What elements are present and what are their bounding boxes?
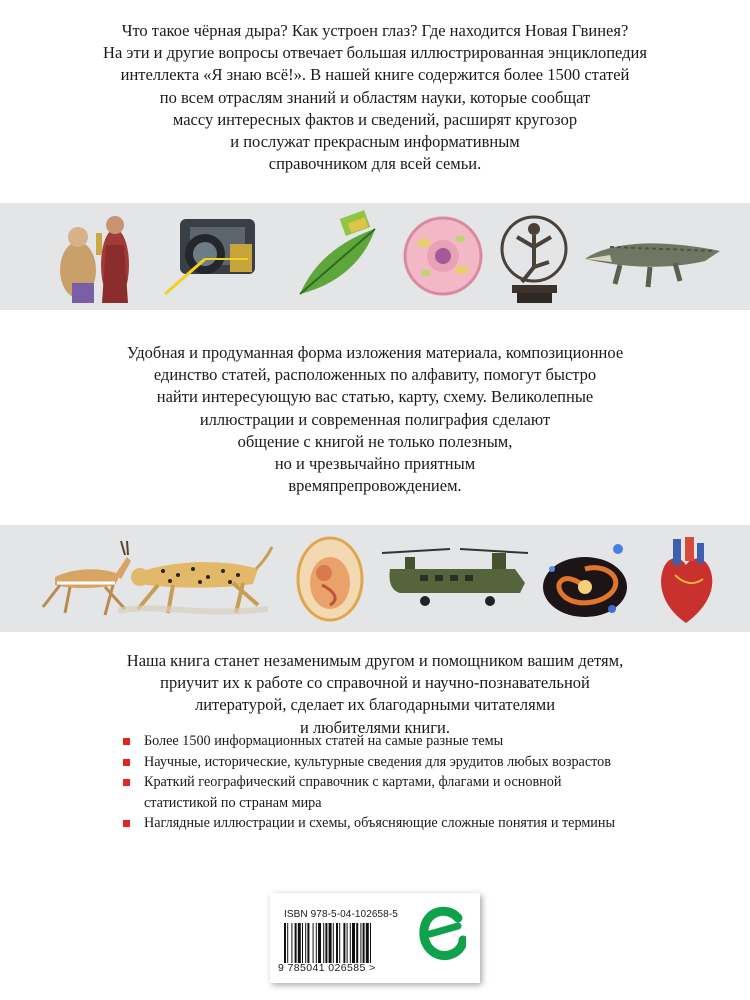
barcode-bar: [366, 923, 369, 963]
barcode-bar: [284, 923, 286, 963]
barcode-bar: [318, 923, 321, 963]
barcode-bar: [302, 923, 303, 963]
barcode-bar: [329, 923, 332, 963]
closing-line: приучит их к работе со справочной и научно-познавательной: [160, 673, 590, 693]
cheetah-running-illustration: [118, 539, 273, 619]
barcode-bar: [356, 923, 358, 963]
publisher-logo-icon: [418, 904, 466, 966]
feature-item: Наглядные иллюстрации и схемы, объясняющие сложные понятия и термины: [118, 814, 718, 834]
barcode-bars: [284, 923, 412, 963]
intro-line: интеллекта «Я знаю всё!». В нашей книге содержится более 1500 статей: [120, 65, 630, 85]
closing-line: Наша книга станет незаменимым другом и помощником вашим детям,: [126, 651, 624, 670]
camera-cutaway-illustration: [160, 209, 270, 301]
intro-line: справочником для всей семьи.: [268, 154, 482, 174]
feature-item: Более 1500 информационных статей на самые разные темы: [118, 732, 718, 752]
intro-line: массу интересных фактов и сведений, расширят кругозор: [172, 109, 578, 129]
middle-line: Удобная и продуманная форма изложения материала, композиционное: [126, 343, 624, 362]
barcode-bar: [352, 923, 355, 963]
barcode-bar: [291, 923, 292, 963]
illustration-band-2: [0, 525, 750, 632]
barcode-bar: [298, 923, 301, 963]
human-heart-illustration: [655, 535, 717, 625]
red-square-bullet-icon: [123, 738, 130, 745]
closing-line: и любителями книги.: [300, 717, 450, 737]
intro-line: по всем отраслям знаний и областям науки, которые сообщат: [159, 87, 591, 107]
intro-line: Что такое чёрная дыра? Как устроен глаз? Где находится Новая Гвинея?: [121, 21, 629, 40]
red-square-bullet-icon: [123, 759, 130, 766]
cell-cross-section-illustration: [402, 215, 484, 297]
red-square-bullet-icon: [123, 820, 130, 827]
barcode-bar: [313, 923, 314, 963]
illustration-band-1: [0, 203, 750, 310]
feature-item-continuation: статистикой по странам мира: [144, 794, 322, 811]
feature-item: Краткий географический справочник с картами, флагами и основной: [118, 773, 718, 793]
embryo-in-egg-illustration: [294, 535, 366, 623]
barcode-bar: [295, 923, 297, 963]
red-square-bullet-icon: [123, 779, 130, 786]
intro-line: На эти и другие вопросы отвечает большая иллюстрированная энциклопедия: [103, 43, 647, 63]
barcode-bar: [360, 923, 361, 963]
barcode-bar: [287, 923, 288, 963]
chinook-helicopter-illustration: [380, 543, 530, 611]
barcode-bar: [336, 923, 338, 963]
closing-paragraph: [60, 650, 690, 739]
barcode-bar: [305, 923, 306, 963]
middle-line: времяпрепровождением.: [288, 476, 462, 496]
barcode-bar: [370, 923, 371, 963]
barcode-bar: [325, 923, 327, 963]
intro-line: и послужат прекрасным информативным: [230, 132, 520, 152]
middle-line: единство статей, расположенных по алфавиту, помогут быстро: [153, 365, 597, 385]
middle-line: общение с книгой не только полезным,: [237, 431, 513, 451]
feature-item: Научные, исторические, культурные сведения для эрудитов любых возрастов: [118, 753, 718, 773]
middle-paragraph: [60, 342, 690, 497]
barcode-digits: 9 785041 026585 >: [278, 962, 376, 974]
green-leaf-structure-illustration: [290, 209, 385, 304]
barcode-bar: [339, 923, 340, 963]
barcode-bar: [333, 923, 334, 963]
barcode-bar: [343, 923, 345, 963]
isbn-number: ISBN 978-5-04-102658-5: [284, 909, 398, 920]
barcode-bar: [307, 923, 309, 963]
feature-list: [118, 732, 718, 835]
middle-line: иллюстрации и современная полиграфия сделают: [199, 409, 551, 429]
barcode-bar: [347, 923, 348, 963]
middle-line: но и чрезвычайно приятным: [274, 454, 476, 474]
spiral-galaxy-illustration: [540, 539, 635, 621]
shiva-nataraja-statue-illustration: [497, 207, 572, 307]
intro-paragraph: [60, 20, 690, 175]
people-in-traditional-dress-illustration: [50, 205, 145, 305]
closing-line: литературой, сделает их благодарными читателями: [194, 695, 556, 715]
barcode-bar: [363, 923, 365, 963]
barcode-bar: [350, 923, 351, 963]
crocodile-illustration: [580, 229, 725, 291]
middle-line: найти интересующую вас статью, карту, схему. Великолепные: [156, 387, 594, 407]
barcode-bar: [316, 923, 317, 963]
barcode-bar: [323, 923, 324, 963]
